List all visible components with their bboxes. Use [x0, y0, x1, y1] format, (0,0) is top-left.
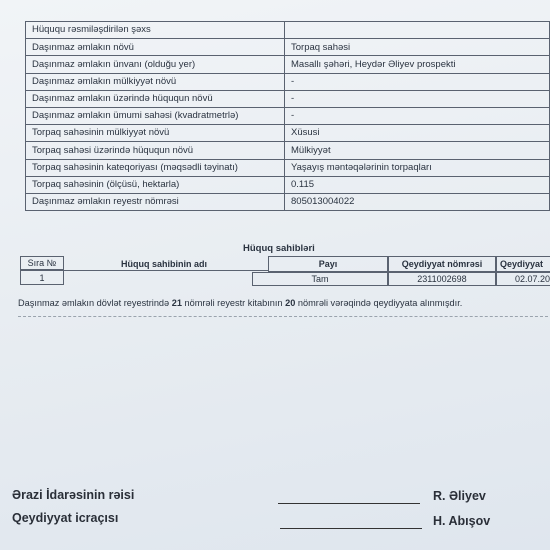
signature-title-registrar: Qeydiyyat icraçısı [12, 511, 119, 525]
registry-note [18, 298, 462, 308]
signature-name-head: R. Əliyev [433, 489, 486, 503]
row-value: - [285, 107, 550, 124]
row-value: - [285, 90, 550, 107]
note-text-after: nömrəli vərəqində qeydiyyata alınmışdır. [295, 298, 463, 308]
col-header-name: Hüquq sahibinin adı [121, 258, 207, 269]
table-header-row [26, 22, 550, 39]
note-text-before: Daşınmaz əmlakın dövlət reyestrində [18, 298, 172, 308]
table-row [26, 176, 550, 193]
cell-sira: 1 [20, 270, 64, 285]
row-label: Torpaq sahəsinin kateqoriyası (məqsədli təyinatı) [26, 159, 285, 176]
table-row [26, 90, 550, 107]
cell-payi: Tam [252, 272, 388, 286]
row-value: 0.115 [285, 176, 550, 193]
row-value: Masallı şəhəri, Heydər Əliyev prospekti [285, 56, 550, 73]
dashed-separator [18, 316, 548, 317]
signature-title-head: Ərazi İdarəsinin rəisi [12, 488, 135, 502]
col-header-payi: Payı [268, 256, 388, 272]
owners-section-title: Hüquq sahibləri [243, 243, 315, 254]
signature-line-registrar [280, 528, 422, 529]
table-row [26, 73, 550, 90]
table-row [26, 159, 550, 176]
name-column-underline [64, 270, 268, 271]
signature-name-registrar: H. Abışov [433, 514, 491, 528]
row-label: Daşınmaz əmlakın ümumi sahəsi (kvadratmetrlə) [26, 107, 285, 124]
cell-reg-date: 02.07.20 [496, 272, 550, 286]
row-label: Torpaq sahəsi üzərində hüququn növü [26, 142, 285, 159]
col-header-sira: Sıra № [20, 256, 64, 270]
table-row [26, 107, 550, 124]
row-value: Yaşayış məntəqələrinin torpaqları [285, 159, 550, 176]
cell-reg-no: 2311002698 [388, 272, 496, 286]
signature-line-head [278, 503, 420, 504]
row-label: Daşınmaz əmlakın mülkiyyət növü [26, 73, 285, 90]
table-header-label: Hüququ rəsmiləşdirilən şəxs [26, 22, 285, 39]
note-book-number: 21 [171, 298, 182, 308]
row-label: Torpaq sahəsinin mülkiyyət növü [26, 125, 285, 142]
col-header-reg-no: Qeydiyyat nömrəsi [388, 256, 496, 272]
row-label: Daşınmaz əmlakın növü [26, 39, 285, 56]
table-row [26, 193, 550, 210]
row-value: Mülkiyyət [285, 142, 550, 159]
property-info-table [25, 21, 550, 211]
col-header-reg-date: Qeydiyyat [496, 256, 550, 272]
table-row [26, 125, 550, 142]
table-row [26, 56, 550, 73]
note-text-middle: nömrəli reyestr kitabının [181, 298, 286, 308]
row-label: Daşınmaz əmlakın üzərində hüququn növü [26, 90, 285, 107]
table-row [26, 142, 550, 159]
row-value: 805013004022 [285, 193, 550, 210]
row-label: Daşınmaz əmlakın ünvanı (olduğu yer) [26, 56, 285, 73]
table-row [26, 39, 550, 56]
table-header-value [285, 22, 550, 39]
row-label: Daşınmaz əmlakın reyestr nömrəsi [26, 193, 285, 210]
row-value: Xüsusi [285, 125, 550, 142]
row-value: Torpaq sahəsi [285, 39, 550, 56]
row-label: Torpaq sahəsinin (ölçüsü, hektarla) [26, 176, 285, 193]
row-value: - [285, 73, 550, 90]
note-page-number: 20 [285, 298, 296, 308]
